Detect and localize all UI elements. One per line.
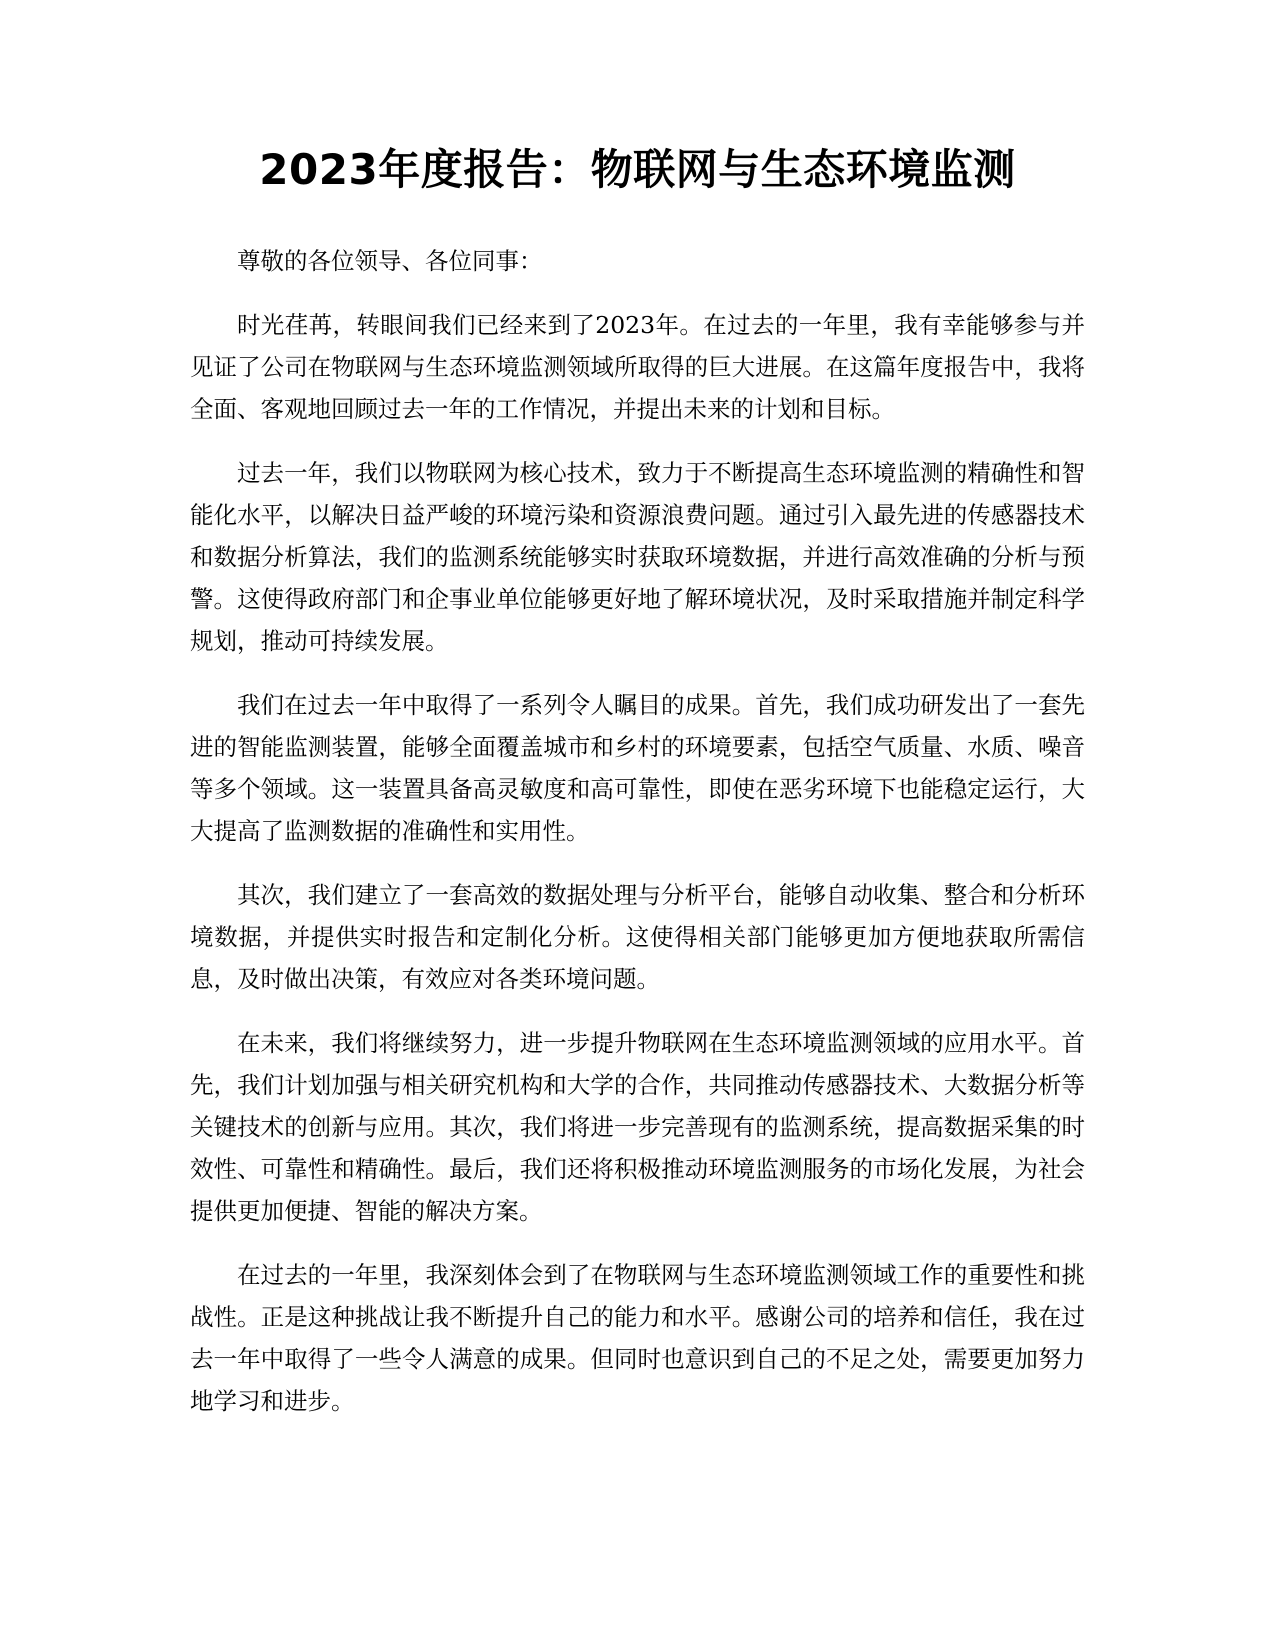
paragraph-4: 其次，我们建立了一套高效的数据处理与分析平台，能够自动收集、整合和分析环境数据，并提供实时报告和定制化分析。这使得相关部门能够更加方便地获取所需信息，及时做出决策，有效应对各类环境问题。	[190, 881, 1085, 993]
paragraph-5: 在未来，我们将继续努力，进一步提升物联网在生态环境监测领域的应用水平。首先，我们计划加强与相关研究机构和大学的合作，共同推动传感器技术、大数据分析等关键技术的创新与应用。其次，我们将进一步完善现有的监测系统，提高数据采集的时效性、可靠性和精确性。最后，我们还将积极推动环境监测服务的市场化发展，为社会提供更加便捷、智能的解决方案。	[190, 1029, 1085, 1225]
paragraph-6: 在过去的一年里，我深刻体会到了在物联网与生态环境监测领域工作的重要性和挑战性。正是这种挑战让我不断提升自己的能力和水平。感谢公司的培养和信任，我在过去一年中取得了一些令人满意的成果。但同时也意识到自己的不足之处，需要更加努力地学习和进步。	[190, 1261, 1085, 1415]
paragraph-2: 过去一年，我们以物联网为核心技术，致力于不断提高生态环境监测的精确性和智能化水平，以解决日益严峻的环境污染和资源浪费问题。通过引入最先进的传感器技术和数据分析算法，我们的监测系统能够实时获取环境数据，并进行高效准确的分析与预警。这使得政府部门和企事业单位能够更好地了解环境状况，及时采取措施并制定科学规划，推动可持续发展。	[190, 459, 1085, 655]
document-title: 2023年度报告：物联网与生态环境监测	[259, 145, 1016, 194]
paragraph-3: 我们在过去一年中取得了一系列令人瞩目的成果。首先，我们成功研发出了一套先进的智能监测装置，能够全面覆盖城市和乡村的环境要素，包括空气质量、水质、噪音等多个领域。这一装置具备高灵敏度和高可靠性，即使在恶劣环境下也能稳定运行，大大提高了监测数据的准确性和实用性。	[190, 691, 1085, 845]
salutation: 尊敬的各位领导、各位同事：	[237, 247, 543, 275]
paragraph-1: 时光荏苒，转眼间我们已经来到了2023年。在过去的一年里，我有幸能够参与并见证了公司在物联网与生态环境监测领域所取得的巨大进展。在这篇年度报告中，我将全面、客观地回顾过去一年的工作情况，并提出未来的计划和目标。	[190, 311, 1085, 423]
